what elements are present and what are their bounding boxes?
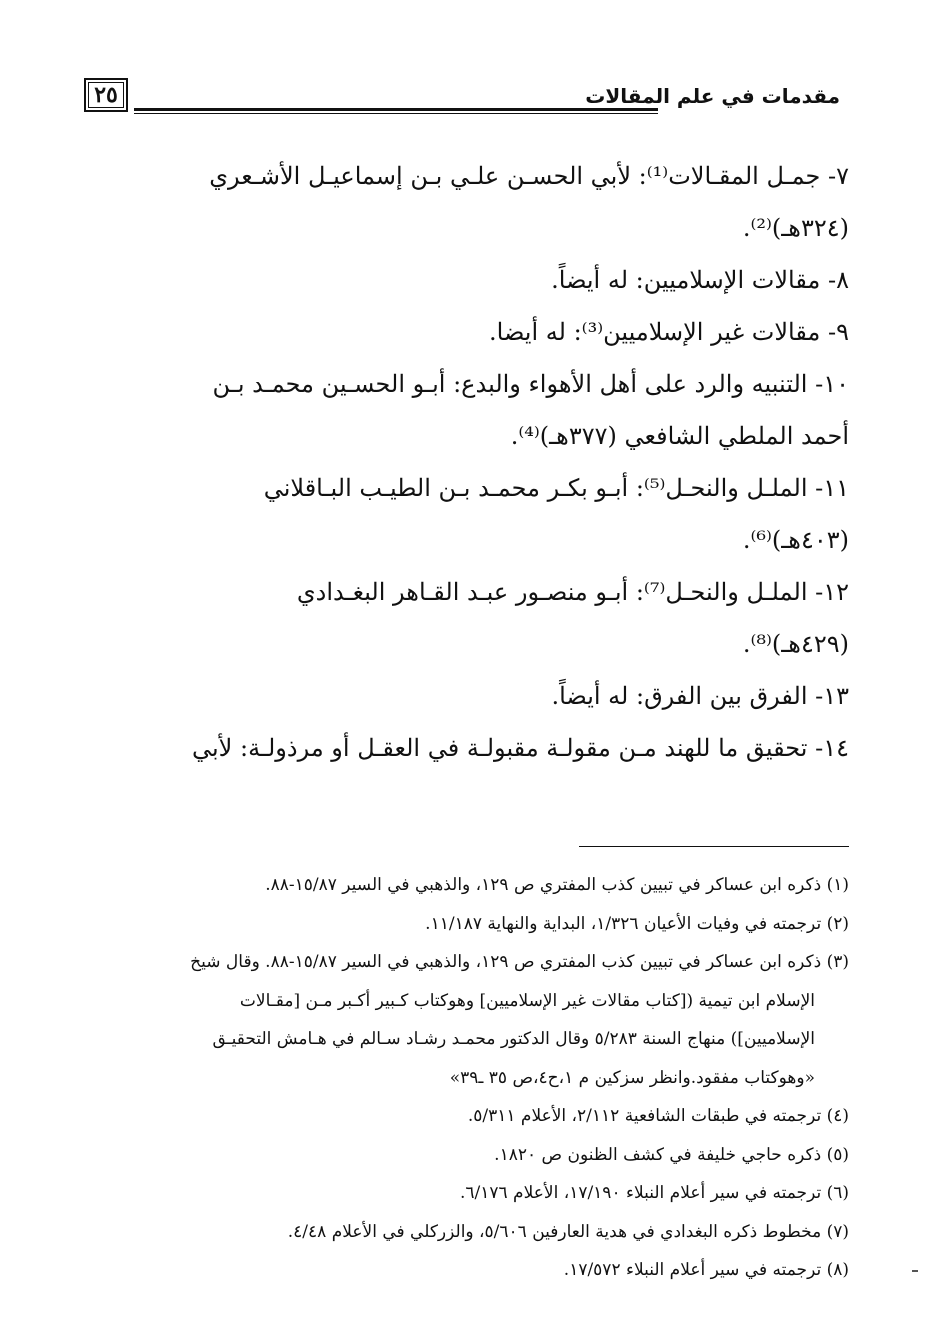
footnote-line: (٣) ذكره ابن عساكر في تبيين كذب المفتري ص ١٢٩، والذهبي في السير ١٥/٨٧-٨٨. وقال شيخ bbox=[190, 952, 849, 972]
footnote-line: (٥) ذكره حاجي خليفة في كشف الظنون ص ١٨٢٠. bbox=[494, 1144, 849, 1165]
footnote-line: (٤) ترجمته في طبقات الشافعية ٢/١١٢، الأعلام ٥/٣١١. bbox=[467, 1106, 849, 1126]
list-item bbox=[79, 254, 849, 306]
list-item bbox=[79, 670, 849, 722]
footnote-line: (٧) مخطوط ذكره البغدادي في هدية العارفين ٥/٦٠٦، والزركلي في الأعلام ٤/٤٨. bbox=[287, 1221, 849, 1242]
running-header bbox=[84, 74, 840, 120]
entry-line: ١٠- التنبيه والرد على أهل الأهواء والبدع: أبـو الحسـين محمـد بـن bbox=[212, 370, 849, 398]
entry-line: ١٣- الفرق بين الفرق: له أيضاً. bbox=[551, 682, 849, 710]
header-title: مقدمات في علم المقالات bbox=[585, 84, 840, 108]
footnote bbox=[79, 905, 849, 944]
list-item bbox=[79, 566, 849, 670]
footnote bbox=[79, 1097, 849, 1136]
footnote bbox=[79, 1174, 849, 1213]
footnote-line: (٨) ترجمته في سير أعلام النبلاء ١٧/٥٧٢. bbox=[563, 1260, 849, 1280]
entry-line: ١١- الملـل والنحـل⁽⁵⁾: أبـو بكـر محمـد بـن الطيـب البـاقلاني bbox=[263, 474, 849, 502]
footnote-line: الإسلاميين]) منهاج السنة ٥/٢٨٣ وقال الدكتور محمـد رشـاد سـالم في هـامش التحقيـق bbox=[212, 1029, 815, 1049]
header-rule bbox=[134, 108, 658, 114]
footnotes bbox=[79, 866, 849, 1290]
page-number-box bbox=[84, 78, 128, 112]
footnote-line: الإسلام ابن تيمية ([كتاب مقالات غير الإسلاميين] وهوكتاب كـبير أكـبر مـن [مقـالات bbox=[239, 990, 815, 1011]
page-number: ٢٥ bbox=[88, 82, 124, 108]
entry-line: ٧- جمـل المقـالات⁽¹⁾: لأبي الحسـن علـي بـن إسماعيـل الأشـعري bbox=[209, 162, 849, 190]
footnote bbox=[79, 1251, 849, 1290]
footnote-line: (٦) ترجمته في سير أعلام النبلاء ١٧/١٩٠، الأعلام ٦/١٧٦. bbox=[459, 1183, 849, 1203]
entry-line: ٩- مقالات غير الإسلاميين⁽³⁾: له أيضا. bbox=[489, 318, 849, 346]
entry-line: ١٤- تحقيق ما للهند مـن مقولـة مقبولـة في العقـل أو مرذولـة: لأبي bbox=[192, 734, 849, 762]
entry-line: أحمد الملطي الشافعي (٣٧٧هـ)⁽⁴⁾. bbox=[510, 422, 849, 450]
main-text bbox=[79, 150, 849, 774]
footnote bbox=[79, 943, 849, 1097]
list-item bbox=[79, 150, 849, 254]
footnote bbox=[79, 866, 849, 905]
footnote-line: (٢) ترجمته في وفيات الأعيان ١/٣٢٦، البداية والنهاية ١١/١٨٧. bbox=[425, 913, 849, 934]
footnote bbox=[79, 1213, 849, 1252]
footnote-separator bbox=[579, 846, 849, 847]
list-item bbox=[79, 358, 849, 462]
list-item bbox=[79, 462, 849, 566]
entry-line: ٨- مقالات الإسلاميين: له أيضاً. bbox=[551, 266, 849, 294]
entry-line: (٤٠٣هـ)⁽⁶⁾. bbox=[742, 526, 849, 554]
footnote-line: «وهوكتاب مفقود.وانظر سزكين م ١،ح٤،ص ٣٥ ـ٣٩» bbox=[449, 1067, 815, 1088]
footnote-line: (١) ذكره ابن عساكر في تبيين كذب المفتري ص ١٢٩، والذهبي في السير ١٥/٨٧-٨٨. bbox=[265, 875, 849, 895]
list-item bbox=[79, 722, 849, 774]
footnote bbox=[79, 1136, 849, 1175]
entry-line: ١٢- الملـل والنحـل⁽⁷⁾: أبـو منصـور عبـد القـاهر البغـدادي bbox=[296, 578, 849, 606]
entry-line: (٣٢٤هـ)⁽²⁾. bbox=[742, 214, 849, 242]
scan-mark bbox=[912, 1270, 918, 1272]
list-item bbox=[79, 306, 849, 358]
entry-line: (٤٢٩هـ)⁽⁸⁾. bbox=[742, 630, 849, 658]
